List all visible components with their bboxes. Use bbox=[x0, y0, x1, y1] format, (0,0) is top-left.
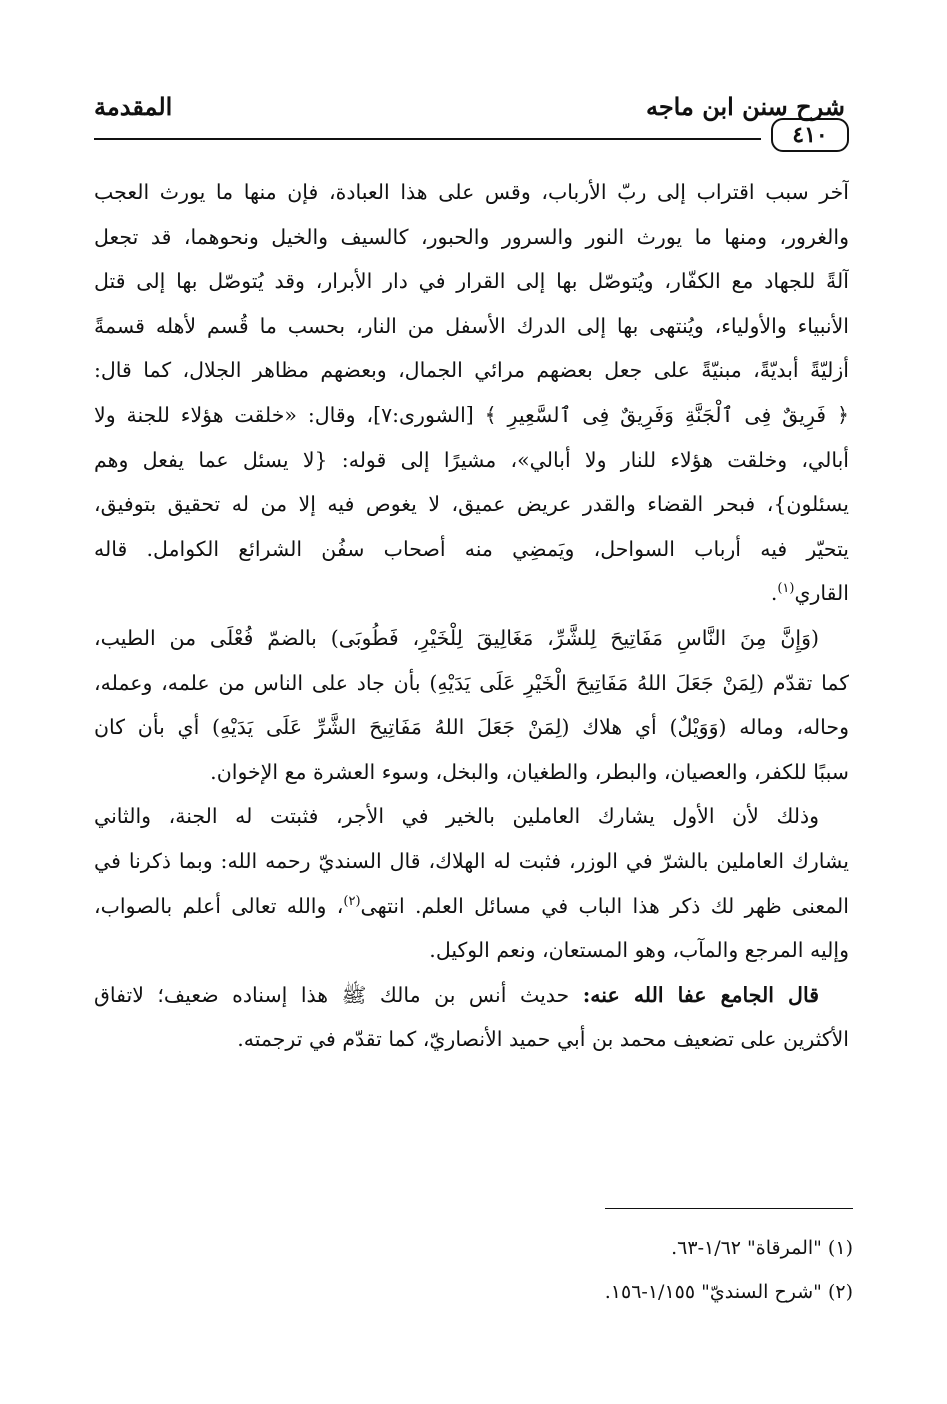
text-line: الأكثرين على تضعيف محمد بن أبي حميد الأنصاريّ، كما تقدّم في ترجمته. bbox=[237, 1027, 849, 1052]
paragraph-4 bbox=[94, 973, 849, 1062]
compiler-note-lead: قال الجامع عفا الله عنه: bbox=[582, 982, 819, 1007]
text-segment: ، والله تعالى أعلم بالصواب، bbox=[94, 893, 344, 918]
section-title: المقدمة bbox=[94, 92, 173, 121]
text-segment: . bbox=[770, 581, 778, 606]
book-title: شرح سنن ابن ماجه bbox=[645, 92, 845, 121]
text-line: ﴿ فَرِيقٌ فِى ٱلْجَنَّةِ وَفَرِيقٌ فِى ٱلسَّعِيرِ ﴾ [الشورى:٧]، وقال: «خلقت هؤلاء للجنة ولا bbox=[94, 402, 849, 427]
text-line: يشارك العاملين بالشرّ في الوزر، فثبت له الهلاك، قال السنديّ رحمه الله: وبما ذكرنا في bbox=[94, 848, 849, 873]
text-line: وذلك لأن الأول يشارك العاملين بالخير في الأجر، فثبتت له الجنة، والثاني bbox=[94, 804, 819, 829]
text-line bbox=[94, 884, 849, 929]
text-segment: المعنى ظهر لك ذكر هذا الباب في مسائل العلم. انتهى bbox=[360, 893, 849, 918]
text-line: آخر سبب اقتراب إلى ربّ الأرباب، وقس على هذا العبادة، فإن منها ما يورث العجب bbox=[94, 180, 849, 204]
paragraph-2 bbox=[94, 616, 849, 794]
main-text bbox=[94, 170, 849, 1062]
text-line: آلةً للجهاد مع الكفّار، ويُتوصّل بها إلى القرار في دار الأبرار، وقد يُتوصّل بها إلى قتل bbox=[94, 269, 849, 294]
footnote-ref-2[interactable]: (٢) bbox=[343, 893, 361, 909]
text-line: وحاله، وماله (وَوَيْلٌ) أي هلاك (لِمَنْ جَعَلَ اللهُ مَفَاتِيحَ الشَّرِّ عَلَى يَدَيْهِ) أي بأن كان bbox=[94, 715, 849, 740]
text-line bbox=[94, 571, 849, 616]
text-line: وإليه المرجع والمآب، وهو المستعان، ونعم الوكيل. bbox=[429, 938, 849, 963]
paragraph-1 bbox=[94, 170, 849, 616]
footnotes bbox=[300, 1226, 853, 1314]
header-rule bbox=[94, 138, 761, 140]
text-line: أزليّةً أبديّةً، مبنيّةً على جعل بعضهم مرائي الجمال، وبعضهم مظاهر الجلال، كما قال: bbox=[94, 358, 849, 383]
text-line: الأنبياء والأولياء، ويُنتهى بها إلى الدرك الأسفل من النار، بحسب ما قُسم لأهله قسمةً bbox=[94, 313, 849, 338]
page-number: ٤١٠ bbox=[771, 118, 849, 152]
text-line: يسئلون}، فبحر القضاء والقدر عريض عميق، لا يغوص فيه إلا من له تحقيق بتوفيق، bbox=[94, 492, 849, 517]
text-line bbox=[94, 973, 849, 1018]
footnote-ref-1[interactable]: (١) bbox=[777, 581, 795, 597]
running-header bbox=[0, 84, 947, 154]
text-line: (وَإِنَّ مِنَ النَّاسِ مَفَاتِيحَ لِلشَّرِّ، مَغَالِيقَ لِلْخَيْرِ، فَطُوبَى) بالضمّ فُعْلَى من الطيب، bbox=[94, 625, 819, 650]
text-segment: حديث أنس بن مالك ﷺ هذا إسناده ضعيف؛ لاتفاق bbox=[94, 982, 583, 1007]
footnote-1: (١) "المرقاة" ١/٦٢-٦٣. bbox=[671, 1237, 853, 1259]
text-line: سببًا للكفر، والعصيان، والبطر، والطغيان، والبخل، وسوء العشرة مع الإخوان. bbox=[210, 759, 849, 784]
paragraph-3 bbox=[94, 794, 849, 972]
text-line: كما تقدّم (لِمَنْ جَعَلَ اللهُ مَفَاتِيحَ الْخَيْرِ عَلَى يَدَيْهِ) بأن جاد على الناس من علمه، وعمله، bbox=[94, 670, 849, 695]
text-segment: القاري bbox=[794, 581, 849, 606]
text-line: أبالي، وخلقت هؤلاء للنار ولا أبالي»، مشيرًا إلى قوله: {لا يسئل عما يفعل وهم bbox=[94, 447, 849, 472]
text-line: يتحيّر فيه أرباب السواحل، ويَمضِي منه أصحاب سفُن الشرائع الكوامل. قاله bbox=[94, 536, 849, 561]
text-line: والغرور، ومنها ما يورث النور والسرور والحبور، كالسيف والخيل ونحوهما، قد تجعل bbox=[94, 224, 849, 249]
footnote-separator bbox=[605, 1208, 853, 1209]
footnote-2: (٢) "شرح السنديّ" ١/١٥٥-١٥٦. bbox=[604, 1281, 853, 1303]
